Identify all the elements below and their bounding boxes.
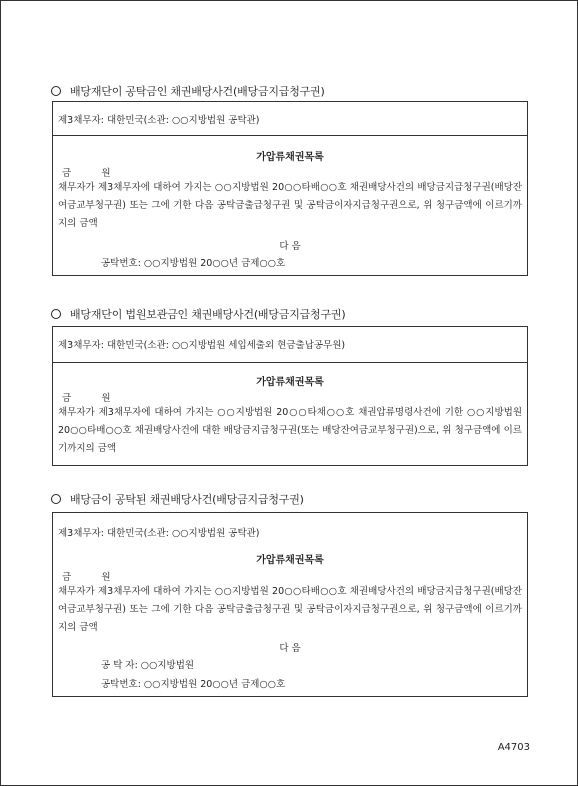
third-debtor-line: 제3채무자: 대한민국(소관: ○○지방법원 공탁관) bbox=[58, 115, 260, 126]
deposit-number: 공탁번호: ○○지방법원 20○○년 금제○○호 bbox=[101, 679, 286, 690]
list-title: 가압류채권목록 bbox=[256, 377, 324, 388]
amount-label: 금 원 bbox=[62, 168, 111, 179]
section-1-box bbox=[52, 101, 528, 276]
circle-bullet-icon bbox=[51, 86, 61, 96]
claim-description: 채무자가 제3채무자에 대하여 가지는 ○○지방법원 20○○타배○○호 채권배당사건의 배당금지급청구권(배당잔여금교부청구권) 또는 그에 기한 다음 공탁금출급청구권 및 공탁금이자지급청구권으로, 위 청구금액에 이르기까지의 금액 bbox=[58, 182, 522, 229]
circle-bullet-icon bbox=[51, 309, 61, 319]
divider bbox=[53, 362, 527, 363]
amount-label: 금 원 bbox=[62, 393, 111, 404]
circle-bullet-icon bbox=[51, 494, 61, 504]
section-3-title: 배당금이 공탁된 채권배당사건(배당금지급청구권) bbox=[51, 491, 304, 507]
form-code: A4703 bbox=[497, 742, 530, 753]
third-debtor-line: 제3채무자: 대한민국(소관: ○○지방법원 세입세출외 현금출납공무원) bbox=[58, 340, 346, 351]
depositor: 공 탁 자: ○○지방법원 bbox=[101, 660, 195, 671]
list-title: 가압류채권목록 bbox=[256, 555, 324, 566]
section-2-box bbox=[52, 326, 528, 466]
amount-label: 금 원 bbox=[62, 572, 111, 583]
section-3-box bbox=[52, 512, 528, 697]
claim-description: 채무자가 제3채무자에 대하여 가지는 ○○지방법원 20○○타배○○호 채권배당사건의 배당금지급청구권(배당잔여금교부청구권) 또는 그에 기한 다음 공탁금출급청구권 및 공탁금이자지급청구권으로, 위 청구금액에 이르기까지의 금액 bbox=[58, 586, 522, 633]
following-label: 다 음 bbox=[279, 643, 301, 654]
section-2-title: 배당재단이 법원보관금인 채권배당사건(배당금지급청구권) bbox=[51, 306, 345, 322]
section-1-title: 배당재단이 공탁금인 채권배당사건(배당금지급청구권) bbox=[51, 83, 325, 99]
third-debtor-line: 제3채무자: 대한민국(소관: ○○지방법원 공탁관) bbox=[58, 528, 260, 539]
claim-description: 채무자가 제3채무자에 대하여 가지는 ○○지방법원 20○○타채○○호 채권압류명령사건에 기한 ○○지방법원 20○○타배○○호 채권배당사건에 대한 배당금지급청구권(또는 배당잔여금교부청구권)으로, 위 청구금액에 이르기까지의 금액 bbox=[58, 407, 522, 454]
following-label: 다 음 bbox=[279, 241, 301, 252]
deposit-number: 공탁번호: ○○지방법원 20○○년 금제○○호 bbox=[101, 258, 286, 269]
list-title: 가압류채권목록 bbox=[256, 152, 324, 163]
divider bbox=[53, 135, 527, 136]
